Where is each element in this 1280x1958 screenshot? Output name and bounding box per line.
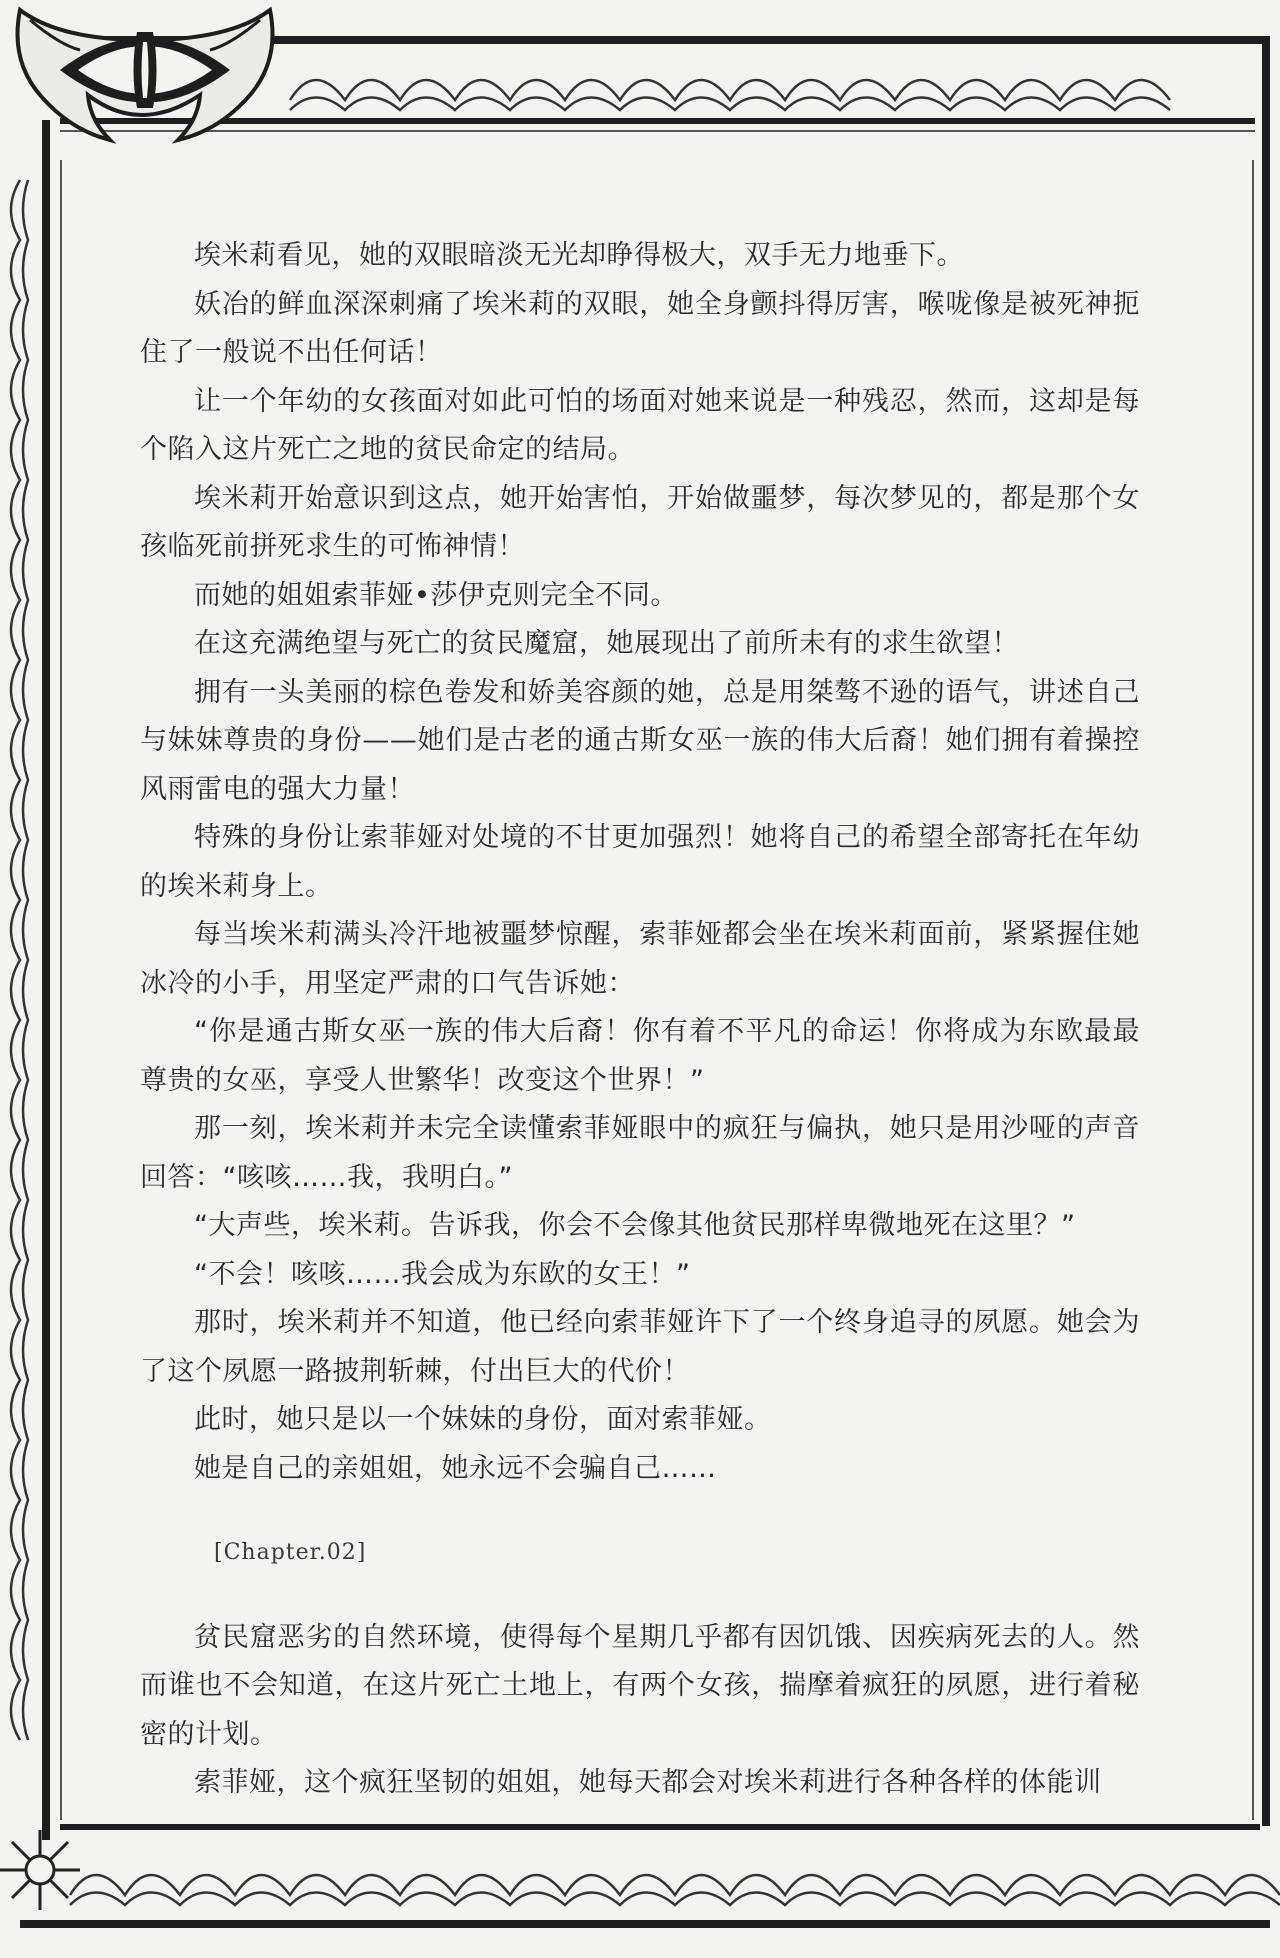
paragraph: 拥有一头美丽的棕色卷发和娇美容颜的她，总是用桀骜不逊的语气，讲述自己与妹妹尊贵的身份——她们是古老的通古斯女巫一族的伟大后裔！她们拥有着操控风雨雷电的强大力量！	[140, 676, 1140, 805]
paragraph: 那一刻，埃米莉并未完全读懂索菲娅眼中的疯狂与偏执，她只是用沙哑的声音回答：“咳咳……我，我明白。”	[140, 1113, 1140, 1193]
paragraph: 她是自己的亲姐姐，她永远不会骗自己……	[194, 1452, 717, 1484]
left-frame-thin-rule	[60, 160, 62, 1820]
paragraphs-after-chapter	[140, 1614, 1140, 1808]
paragraph: “不会！咳咳……我会成为东欧的女王！”	[194, 1258, 691, 1290]
chapter-heading: [Chapter.02]	[214, 1540, 367, 1565]
paragraph: 在这充满绝望与死亡的贫民魔窟，她展现出了前所未有的求生欲望！	[194, 628, 1019, 659]
paragraph: 特殊的身份让索菲娅对处境的不甘更加强烈！她将自己的希望全部寄托在年幼的埃米莉身上。	[140, 822, 1140, 902]
paragraph: 贫民窟恶劣的自然环境，使得每个星期几乎都有因饥饿、因疾病死去的人。然而谁也不会知道，在这片死亡土地上，有两个女孩，揣摩着疯狂的夙愿，进行着秘密的计划。	[140, 1621, 1140, 1750]
paragraph: 每当埃米莉满头冷汗地被噩梦惊醒，索菲娅都会坐在埃米莉面前，紧紧握住她冰冷的小手，用坚定严肃的口气告诉她：	[140, 919, 1140, 999]
paragraph: 那时，埃米莉并不知道，他已经向索菲娅许下了一个终身追寻的夙愿。她会为了这个夙愿一路披荆斩棘，付出巨大的代价！	[140, 1307, 1140, 1387]
body-text	[140, 232, 1140, 1808]
paragraphs-before-chapter	[140, 232, 1140, 1493]
bottom-ornament-border	[0, 1800, 1280, 1958]
paragraph: 而她的姐姐索菲娅•莎伊克则完全不同。	[194, 579, 678, 611]
paragraph: 索菲娅，这个疯狂坚韧的姐姐，她每天都会对埃米莉进行各种各样的体能训	[194, 1767, 1102, 1798]
paragraph: 埃米莉开始意识到这点，她开始害怕，开始做噩梦，每次梦见的，都是那个女孩临死前拼死求生的可怖神情！	[140, 482, 1140, 562]
eye-emblem-icon	[0, 0, 300, 175]
paragraph: “大声些，埃米莉。告诉我，你会不会像其他贫民那样卑微地死在这里？”	[194, 1210, 1076, 1241]
paragraph: 埃米莉看见，她的双眼暗淡无光却睁得极大，双手无力地垂下。	[194, 240, 964, 271]
paragraph: “你是通古斯女巫一族的伟大后裔！你有着不平凡的命运！你将成为东欧最最尊贵的女巫，享受人世繁华！改变这个世界！”	[140, 1016, 1140, 1096]
right-frame-thin-rule	[1252, 160, 1254, 1820]
right-frame-rule	[1262, 36, 1270, 1826]
paragraph: 妖冶的鲜血深深刺痛了埃米莉的双眼，她全身颤抖得厉害，喉咙像是被死神扼住了一般说不出任何话！	[140, 288, 1140, 368]
corner-star-ornament	[0, 1830, 80, 1910]
left-frame-rule	[42, 120, 50, 1840]
paragraph: 此时，她只是以一个妹妹的身份，面对索菲娅。	[194, 1404, 772, 1435]
paragraph: 让一个年幼的女孩面对如此可怕的场面对她来说是一种残忍，然而，这却是每个陷入这片死亡之地的贫民命定的结局。	[140, 385, 1140, 465]
